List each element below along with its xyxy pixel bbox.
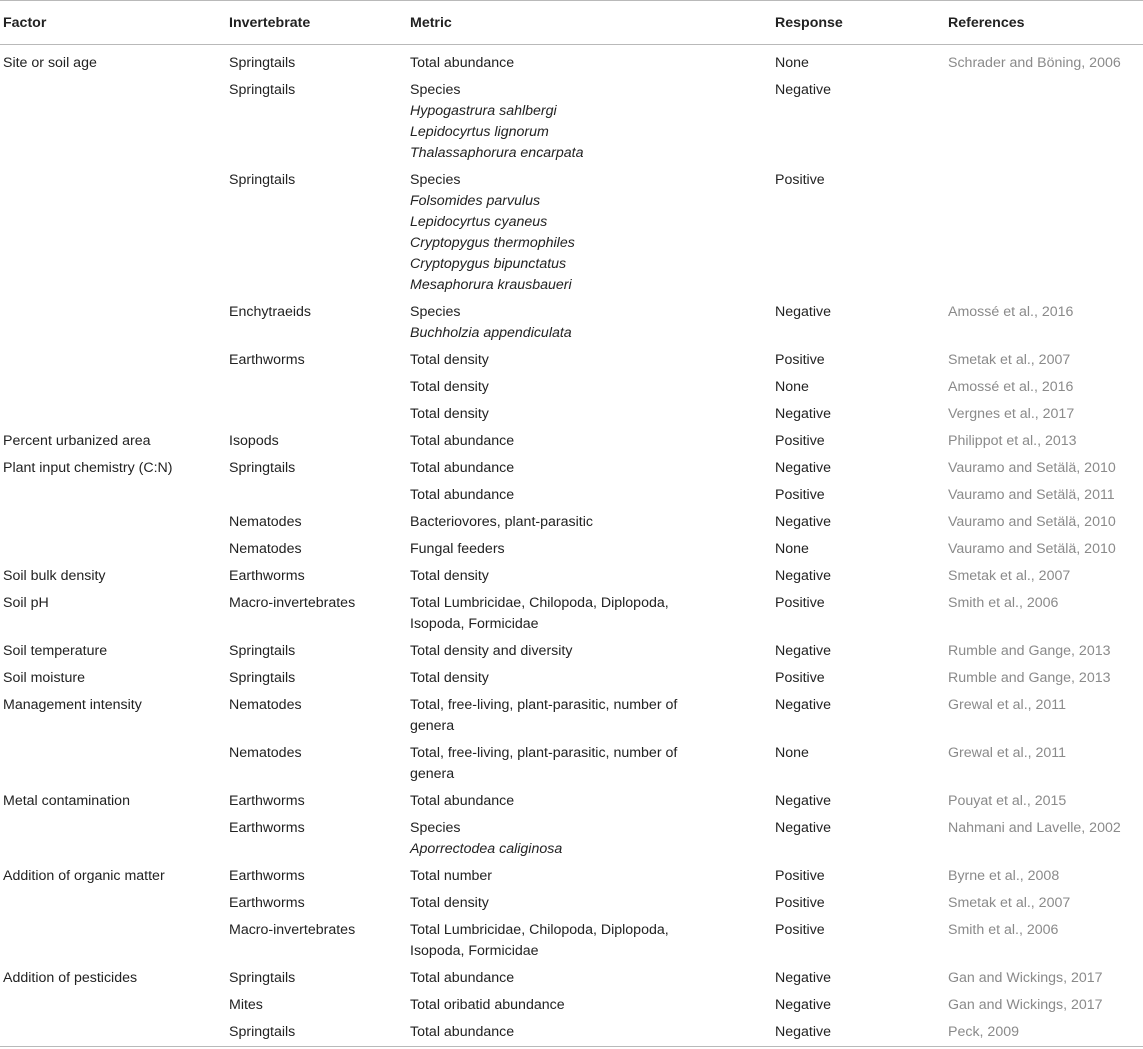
cell-metric	[407, 401, 772, 428]
cell-response: Negative	[775, 793, 831, 809]
cell-response: Positive	[775, 868, 825, 884]
cell-reference	[945, 77, 1143, 167]
cell-invertebrate: Springtails	[229, 55, 296, 71]
metric-text: Total Lumbricidae, Chilopoda, Diplopoda,	[410, 595, 669, 611]
cell-factor: Soil temperature	[3, 643, 108, 659]
cell-invertebrate	[226, 482, 407, 509]
cell-response: Negative	[775, 820, 831, 836]
cell-metric	[407, 992, 772, 1019]
cell-factor	[0, 167, 226, 299]
cell-metric	[407, 374, 772, 401]
cell-factor: Addition of organic matter	[3, 868, 165, 884]
cell-response: Positive	[775, 352, 825, 368]
metric-text: Isopoda, Formicidae	[410, 943, 539, 959]
table-row	[0, 45, 1143, 78]
cell-metric	[407, 167, 772, 299]
metric-text: Total, free-living, plant-parasitic, number of	[410, 745, 678, 761]
header-factor: Factor	[0, 1, 226, 45]
species-name: Buchholzia appendiculata	[410, 325, 572, 341]
table-row	[0, 965, 1143, 992]
metric-text: Total abundance	[410, 433, 515, 449]
cell-metric	[407, 590, 772, 638]
cell-reference: Smetak et al., 2007	[948, 568, 1071, 584]
table-row	[0, 167, 1143, 299]
cell-invertebrate: Earthworms	[229, 820, 305, 836]
metric-text: Total density	[410, 670, 489, 686]
metric-text: Total abundance	[410, 970, 515, 986]
metric-text: Total density	[410, 568, 489, 584]
table-row	[0, 77, 1143, 167]
cell-response: Negative	[775, 697, 831, 713]
cell-reference: Vauramo and Setälä, 2011	[948, 487, 1115, 503]
cell-factor: Metal contamination	[3, 793, 130, 809]
species-name: Cryptopygus bipunctatus	[410, 256, 567, 272]
cell-response: Positive	[775, 922, 825, 938]
cell-factor: Management intensity	[3, 697, 142, 713]
table-row	[0, 815, 1143, 863]
cell-factor: Soil bulk density	[3, 568, 106, 584]
cell-reference: Smetak et al., 2007	[948, 895, 1071, 911]
cell-invertebrate: Nematodes	[229, 697, 302, 713]
header-response: Response	[772, 1, 945, 45]
cell-factor	[0, 347, 226, 374]
metric-text: Bacteriovores, plant-parasitic	[410, 514, 593, 530]
cell-metric	[407, 536, 772, 563]
cell-metric	[407, 815, 772, 863]
cell-metric	[407, 428, 772, 455]
cell-metric	[407, 638, 772, 665]
cell-invertebrate	[226, 401, 407, 428]
table-row	[0, 428, 1143, 455]
cell-metric	[407, 45, 772, 78]
metric-text: Species	[410, 304, 461, 320]
cell-invertebrate: Isopods	[229, 433, 279, 449]
cell-factor	[0, 77, 226, 167]
table-row	[0, 992, 1143, 1019]
cell-reference: Grewal et al., 2011	[948, 745, 1067, 761]
cell-factor: Percent urbanized area	[3, 433, 151, 449]
table-row	[0, 509, 1143, 536]
cell-factor	[0, 740, 226, 788]
species-name: Lepidocyrtus lignorum	[410, 124, 549, 140]
table-row	[0, 638, 1143, 665]
cell-metric	[407, 347, 772, 374]
cell-response: Negative	[775, 970, 831, 986]
metric-text: Total abundance	[410, 460, 515, 476]
cell-response: Negative	[775, 643, 831, 659]
cell-invertebrate: Springtails	[229, 460, 296, 476]
cell-reference: Nahmani and Lavelle, 2002	[948, 820, 1121, 836]
cell-reference: Vauramo and Setälä, 2010	[948, 460, 1116, 476]
cell-response: None	[775, 55, 809, 71]
cell-metric	[407, 965, 772, 992]
cell-factor	[0, 374, 226, 401]
metric-text: Total density	[410, 895, 489, 911]
table-row	[0, 536, 1143, 563]
metric-text: Total density	[410, 352, 489, 368]
cell-invertebrate: Springtails	[229, 643, 296, 659]
table-row	[0, 374, 1143, 401]
species-name: Aporrectodea caliginosa	[410, 841, 563, 857]
cell-invertebrate: Earthworms	[229, 793, 305, 809]
species-name: Thalassaphorura encarpata	[410, 145, 584, 161]
cell-invertebrate: Springtails	[229, 172, 296, 188]
cell-invertebrate: Nematodes	[229, 745, 302, 761]
cell-invertebrate: Springtails	[229, 82, 296, 98]
metric-text: genera	[410, 718, 455, 734]
cell-metric	[407, 563, 772, 590]
table-row	[0, 1019, 1143, 1047]
cell-metric	[407, 509, 772, 536]
cell-invertebrate: Macro-invertebrates	[229, 595, 356, 611]
table-row	[0, 788, 1143, 815]
table-row	[0, 347, 1143, 374]
species-name: Hypogastrura sahlbergi	[410, 103, 557, 119]
metric-text: Fungal feeders	[410, 541, 505, 557]
header-metric: Metric	[407, 1, 772, 45]
cell-invertebrate: Nematodes	[229, 514, 302, 530]
table-row	[0, 590, 1143, 638]
cell-reference: Byrne et al., 2008	[948, 868, 1060, 884]
cell-metric	[407, 665, 772, 692]
header-references: References	[945, 1, 1143, 45]
cell-reference: Rumble and Gange, 2013	[948, 670, 1111, 686]
cell-reference: Gan and Wickings, 2017	[948, 997, 1103, 1013]
metric-text: Isopoda, Formicidae	[410, 616, 539, 632]
cell-metric	[407, 917, 772, 965]
metric-text: Total abundance	[410, 793, 515, 809]
cell-response: None	[775, 745, 809, 761]
table-row	[0, 482, 1143, 509]
cell-metric	[407, 455, 772, 482]
cell-response: Positive	[775, 670, 825, 686]
cell-metric	[407, 863, 772, 890]
cell-metric	[407, 77, 772, 167]
cell-reference: Gan and Wickings, 2017	[948, 970, 1103, 986]
cell-invertebrate: Macro-invertebrates	[229, 922, 356, 938]
cell-invertebrate: Earthworms	[229, 568, 305, 584]
metric-text: Total abundance	[410, 1024, 515, 1040]
species-name: Folsomides parvulus	[410, 193, 541, 209]
metric-text: Species	[410, 172, 461, 188]
cell-response: Positive	[775, 433, 825, 449]
cell-invertebrate: Springtails	[229, 670, 296, 686]
cell-response: Negative	[775, 568, 831, 584]
table-row	[0, 917, 1143, 965]
cell-response: Negative	[775, 997, 831, 1013]
cell-reference: Vauramo and Setälä, 2010	[948, 541, 1116, 557]
cell-factor	[0, 815, 226, 863]
cell-reference: Vergnes et al., 2017	[948, 406, 1075, 422]
metric-text: Total number	[410, 868, 493, 884]
cell-reference: Rumble and Gange, 2013	[948, 643, 1111, 659]
metric-text: Total density	[410, 379, 489, 395]
cell-reference: Amossé et al., 2016	[948, 379, 1074, 395]
species-name: Mesaphorura krausbaueri	[410, 277, 572, 293]
cell-reference: Vauramo and Setälä, 2010	[948, 514, 1116, 530]
metric-text: Species	[410, 82, 461, 98]
metric-text: Total, free-living, plant-parasitic, number of	[410, 697, 678, 713]
cell-invertebrate: Springtails	[229, 1024, 296, 1040]
metric-text: Total abundance	[410, 55, 515, 71]
cell-reference	[945, 167, 1143, 299]
cell-metric	[407, 299, 772, 347]
table-row	[0, 299, 1143, 347]
cell-factor	[0, 401, 226, 428]
cell-factor: Site or soil age	[3, 55, 97, 71]
header-row	[0, 1, 1143, 45]
metric-text: Total density	[410, 406, 489, 422]
table-row	[0, 665, 1143, 692]
cell-reference: Amossé et al., 2016	[948, 304, 1074, 320]
metric-text: Total abundance	[410, 487, 515, 503]
cell-factor	[0, 992, 226, 1019]
species-name: Cryptopygus thermophiles	[410, 235, 575, 251]
cell-invertebrate: Mites	[229, 997, 263, 1013]
metric-text: genera	[410, 766, 455, 782]
cell-invertebrate: Nematodes	[229, 541, 302, 557]
metric-text: Total Lumbricidae, Chilopoda, Diplopoda,	[410, 922, 669, 938]
header-invertebrate: Invertebrate	[226, 1, 407, 45]
cell-factor	[0, 482, 226, 509]
metric-text: Species	[410, 820, 461, 836]
cell-response: Negative	[775, 460, 831, 476]
cell-factor	[0, 1019, 226, 1047]
cell-invertebrate: Earthworms	[229, 895, 305, 911]
metric-text: Total density and diversity	[410, 643, 573, 659]
cell-metric	[407, 788, 772, 815]
table-row	[0, 455, 1143, 482]
cell-invertebrate: Springtails	[229, 970, 296, 986]
cell-response: Negative	[775, 1024, 831, 1040]
cell-factor: Addition of pesticides	[3, 970, 138, 986]
cell-metric	[407, 482, 772, 509]
cell-response: Positive	[775, 487, 825, 503]
species-name: Lepidocyrtus cyaneus	[410, 214, 548, 230]
table-row	[0, 740, 1143, 788]
cell-factor	[0, 509, 226, 536]
cell-response: Negative	[775, 304, 831, 320]
cell-reference: Smetak et al., 2007	[948, 352, 1071, 368]
cell-factor	[0, 299, 226, 347]
cell-response: Positive	[775, 895, 825, 911]
cell-metric	[407, 692, 772, 740]
cell-response: Positive	[775, 595, 825, 611]
cell-factor: Plant input chemistry (C:N)	[3, 460, 173, 476]
cell-response: None	[775, 541, 809, 557]
cell-metric	[407, 1019, 772, 1047]
cell-response: None	[775, 379, 809, 395]
cell-factor	[0, 890, 226, 917]
cell-reference: Smith et al., 2006	[948, 922, 1059, 938]
cell-response: Positive	[775, 172, 825, 188]
table-row	[0, 563, 1143, 590]
cell-reference: Smith et al., 2006	[948, 595, 1059, 611]
cell-response: Negative	[775, 514, 831, 530]
cell-factor: Soil moisture	[3, 670, 86, 686]
cell-metric	[407, 740, 772, 788]
cell-factor	[0, 917, 226, 965]
table-body	[0, 45, 1143, 1047]
cell-response: Negative	[775, 82, 831, 98]
cell-factor	[0, 536, 226, 563]
table-row	[0, 890, 1143, 917]
cell-reference: Peck, 2009	[948, 1024, 1019, 1040]
cell-invertebrate	[226, 374, 407, 401]
cell-response: Negative	[775, 406, 831, 422]
cell-reference: Grewal et al., 2011	[948, 697, 1067, 713]
cell-invertebrate: Earthworms	[229, 868, 305, 884]
metric-text: Total oribatid abundance	[410, 997, 565, 1013]
cell-invertebrate: Enchytraeids	[229, 304, 312, 320]
cell-reference: Pouyat et al., 2015	[948, 793, 1067, 809]
cell-metric	[407, 890, 772, 917]
cell-invertebrate: Earthworms	[229, 352, 305, 368]
cell-reference: Philippot et al., 2013	[948, 433, 1077, 449]
cell-factor: Soil pH	[3, 595, 49, 611]
table-row	[0, 401, 1143, 428]
table-row	[0, 863, 1143, 890]
cell-reference: Schrader and Böning, 2006	[948, 55, 1121, 71]
table-row	[0, 692, 1143, 740]
